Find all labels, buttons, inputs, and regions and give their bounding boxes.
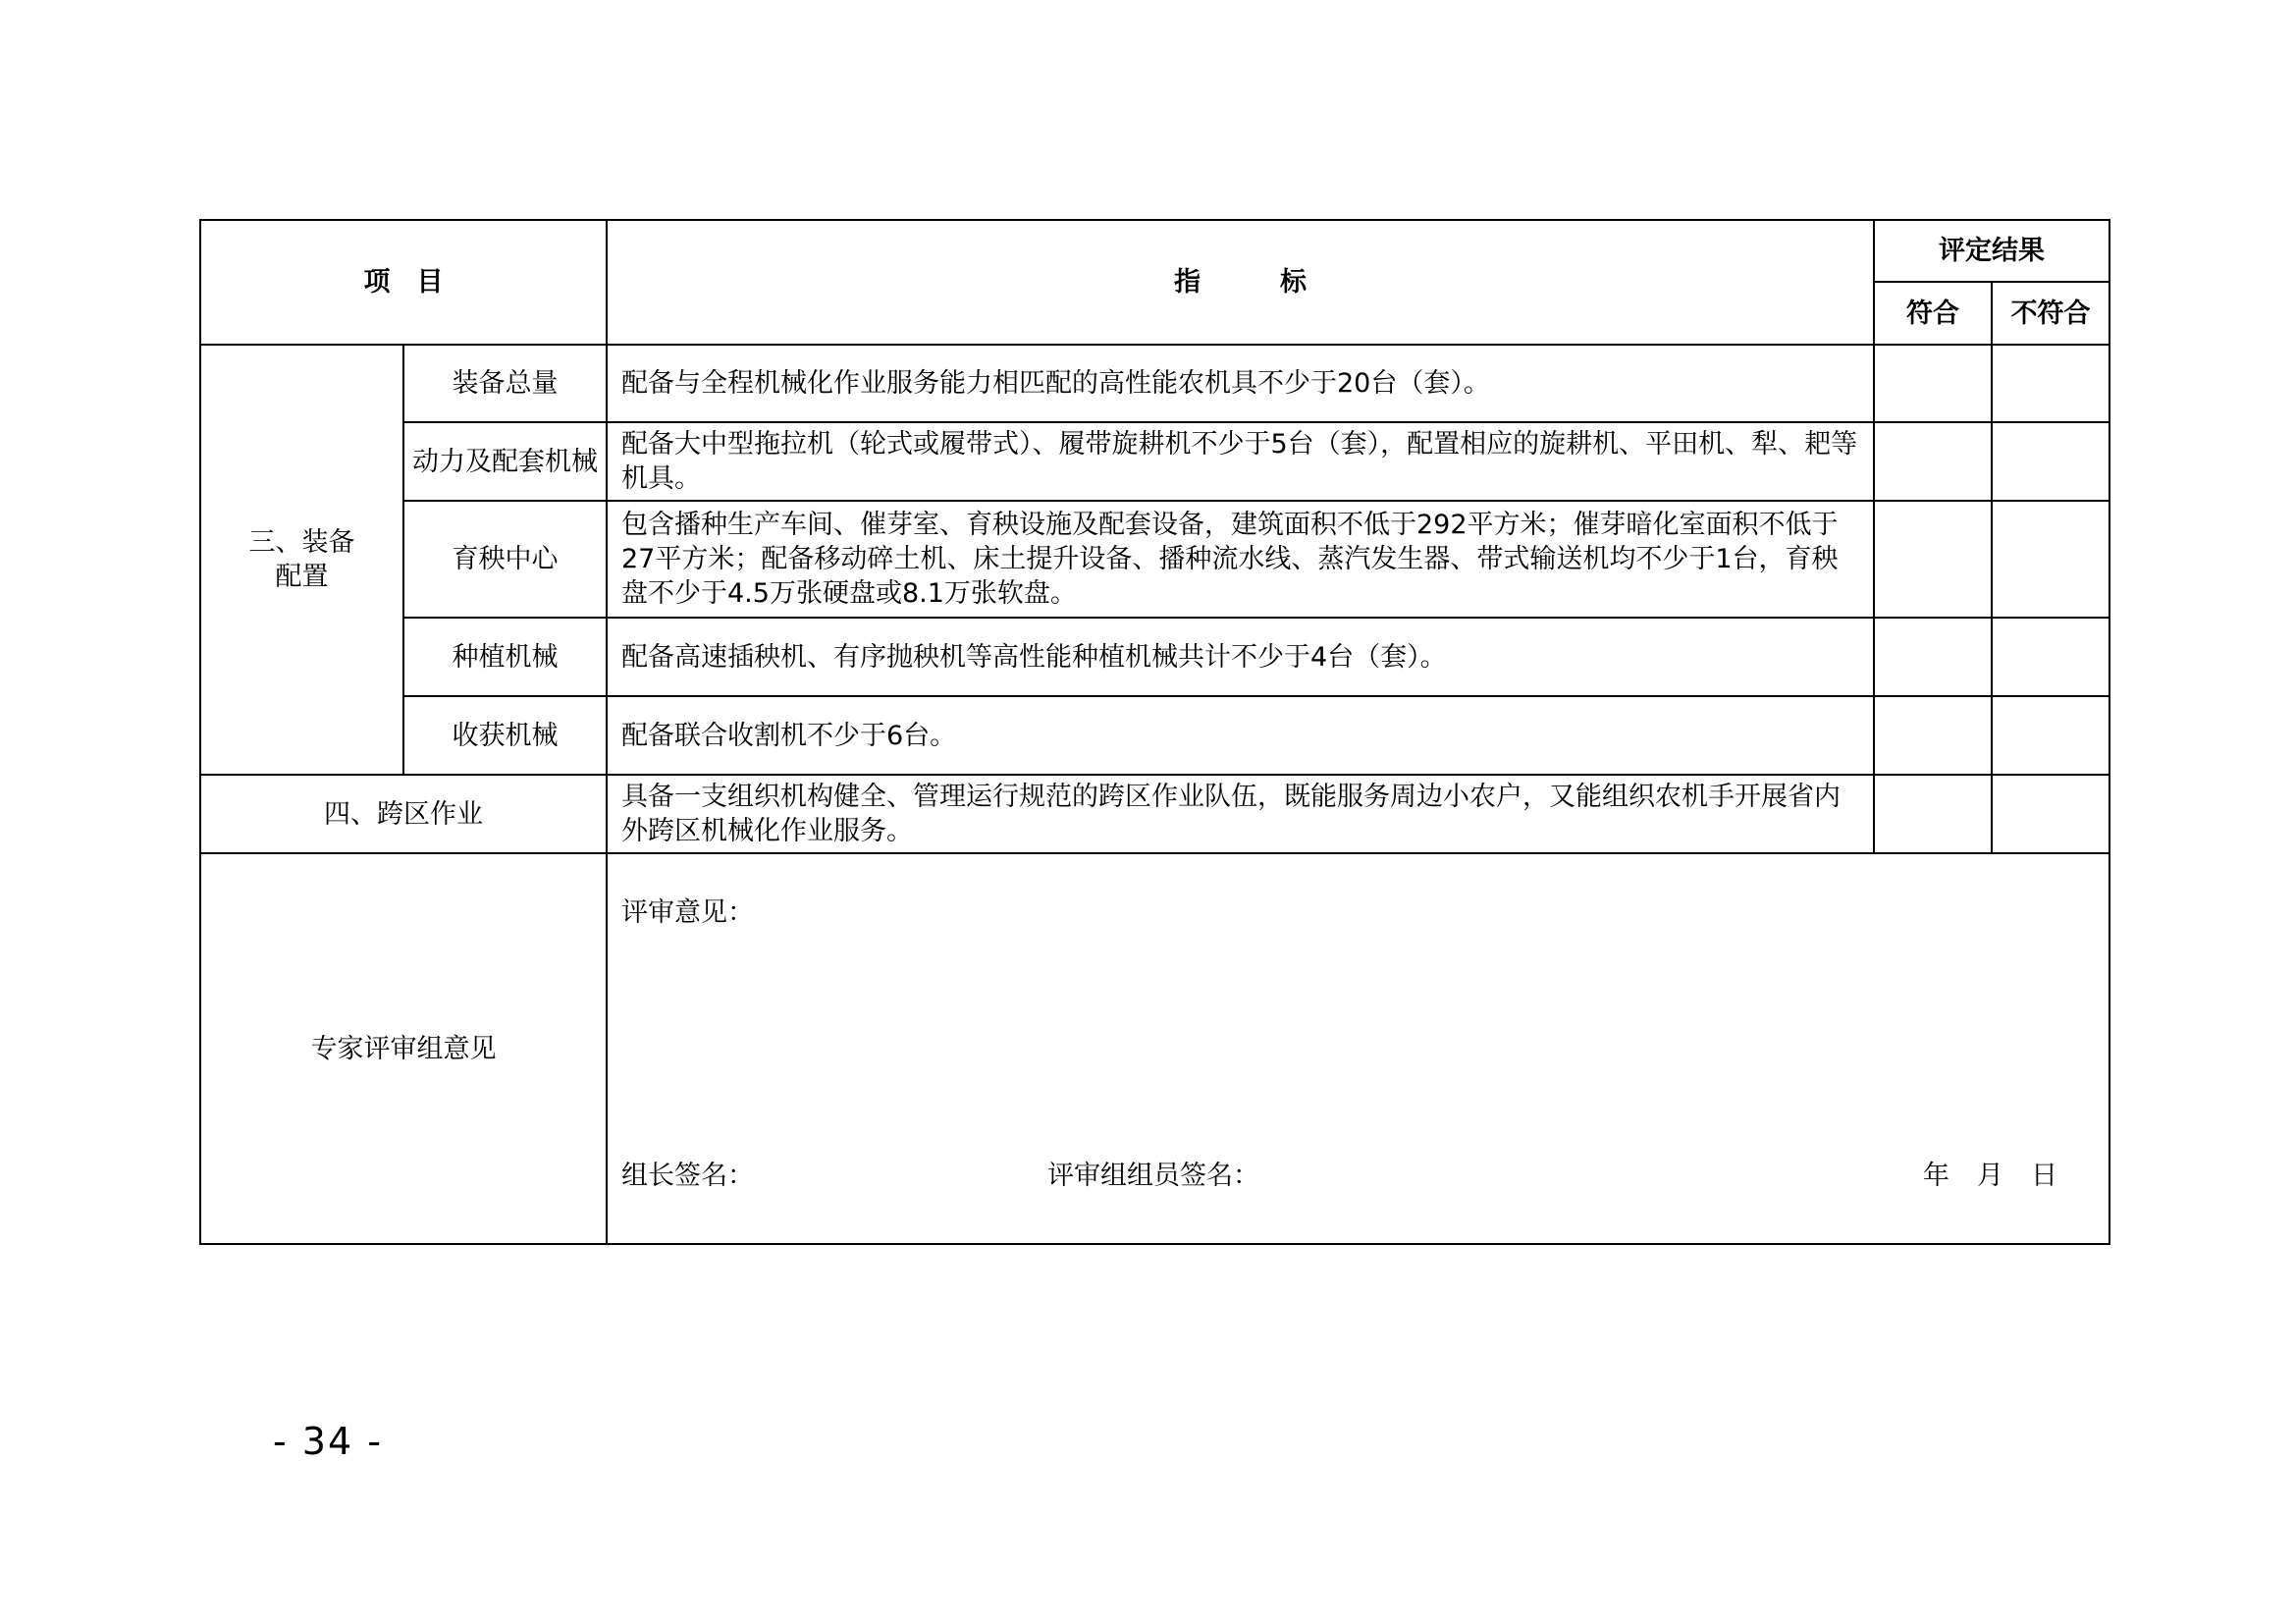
item-power-machinery: 动力及配套机械 bbox=[403, 422, 607, 501]
nonconform-cell[interactable] bbox=[1992, 501, 2109, 618]
conform-cell[interactable] bbox=[1874, 422, 1992, 501]
header-indicator: 指 标 bbox=[607, 220, 1874, 345]
header-nonconform: 不符合 bbox=[1992, 282, 2109, 345]
header-conform: 符合 bbox=[1874, 282, 1992, 345]
nonconform-cell[interactable] bbox=[1992, 696, 2109, 775]
indicator-equipment-total: 配备与全程机械化作业服务能力相匹配的高性能农机具不少于20台（套）。 bbox=[607, 345, 1874, 422]
expert-panel-label: 专家评审组意见 bbox=[200, 853, 607, 1244]
expert-opinion-cell[interactable] bbox=[607, 853, 2109, 1244]
indicator-power-machinery: 配备大中型拖拉机（轮式或履带式）、履带旋耕机不少于5台（套），配置相应的旋耕机、平田机、犁、耙等机具。 bbox=[607, 422, 1874, 501]
date-year: 年 bbox=[1923, 1161, 1949, 1191]
opinion-label: 评审意见： bbox=[621, 897, 754, 928]
item-planting-machinery: 种植机械 bbox=[403, 618, 607, 696]
section-cross-region-label: 四、跨区作业 bbox=[200, 775, 607, 853]
section-equipment-label: 三、装备配置 bbox=[200, 345, 403, 775]
indicator-seedling-center: 包含播种生产车间、催芽室、育秧设施及配套设备，建筑面积不低于292平方米；催芽暗化室面积不低于27平方米；配备移动碎土机、床土提升设备、播种流水线、蒸汽发生器、带式输送机均不少于1台，育秧盘不少于4.5万张硬盘或8.1万张软盘。 bbox=[607, 501, 1874, 618]
signature-date bbox=[1923, 1159, 2085, 1193]
indicator-planting-machinery: 配备高速插秧机、有序抛秧机等高性能种植机械共计不少于4台（套）。 bbox=[607, 618, 1874, 696]
date-month: 月 bbox=[1977, 1161, 2003, 1191]
indicator-harvest-machinery: 配备联合收割机不少于6台。 bbox=[607, 696, 1874, 775]
nonconform-cell[interactable] bbox=[1992, 345, 2109, 422]
conform-cell[interactable] bbox=[1874, 501, 1992, 618]
item-equipment-total: 装备总量 bbox=[403, 345, 607, 422]
leader-signature-label: 组长签名： bbox=[621, 1161, 754, 1191]
nonconform-cell[interactable] bbox=[1992, 618, 2109, 696]
nonconform-cell[interactable] bbox=[1992, 775, 2109, 853]
page-number: - 34 - bbox=[273, 1420, 383, 1463]
conform-cell[interactable] bbox=[1874, 618, 1992, 696]
indicator-cross-region: 具备一支组织机构健全、管理运行规范的跨区作业队伍，既能服务周边小农户，又能组织农机手开展省内外跨区机械化作业服务。 bbox=[607, 775, 1874, 853]
conform-cell[interactable] bbox=[1874, 696, 1992, 775]
evaluation-table bbox=[199, 219, 2110, 1245]
conform-cell[interactable] bbox=[1874, 345, 1992, 422]
nonconform-cell[interactable] bbox=[1992, 422, 2109, 501]
conform-cell[interactable] bbox=[1874, 775, 1992, 853]
item-harvest-machinery: 收获机械 bbox=[403, 696, 607, 775]
member-signature-label: 评审组组员签名： bbox=[1047, 1161, 1259, 1191]
header-item: 项 目 bbox=[200, 220, 607, 345]
item-seedling-center: 育秧中心 bbox=[403, 501, 607, 618]
header-result: 评定结果 bbox=[1874, 220, 2109, 282]
date-day: 日 bbox=[2031, 1161, 2057, 1191]
